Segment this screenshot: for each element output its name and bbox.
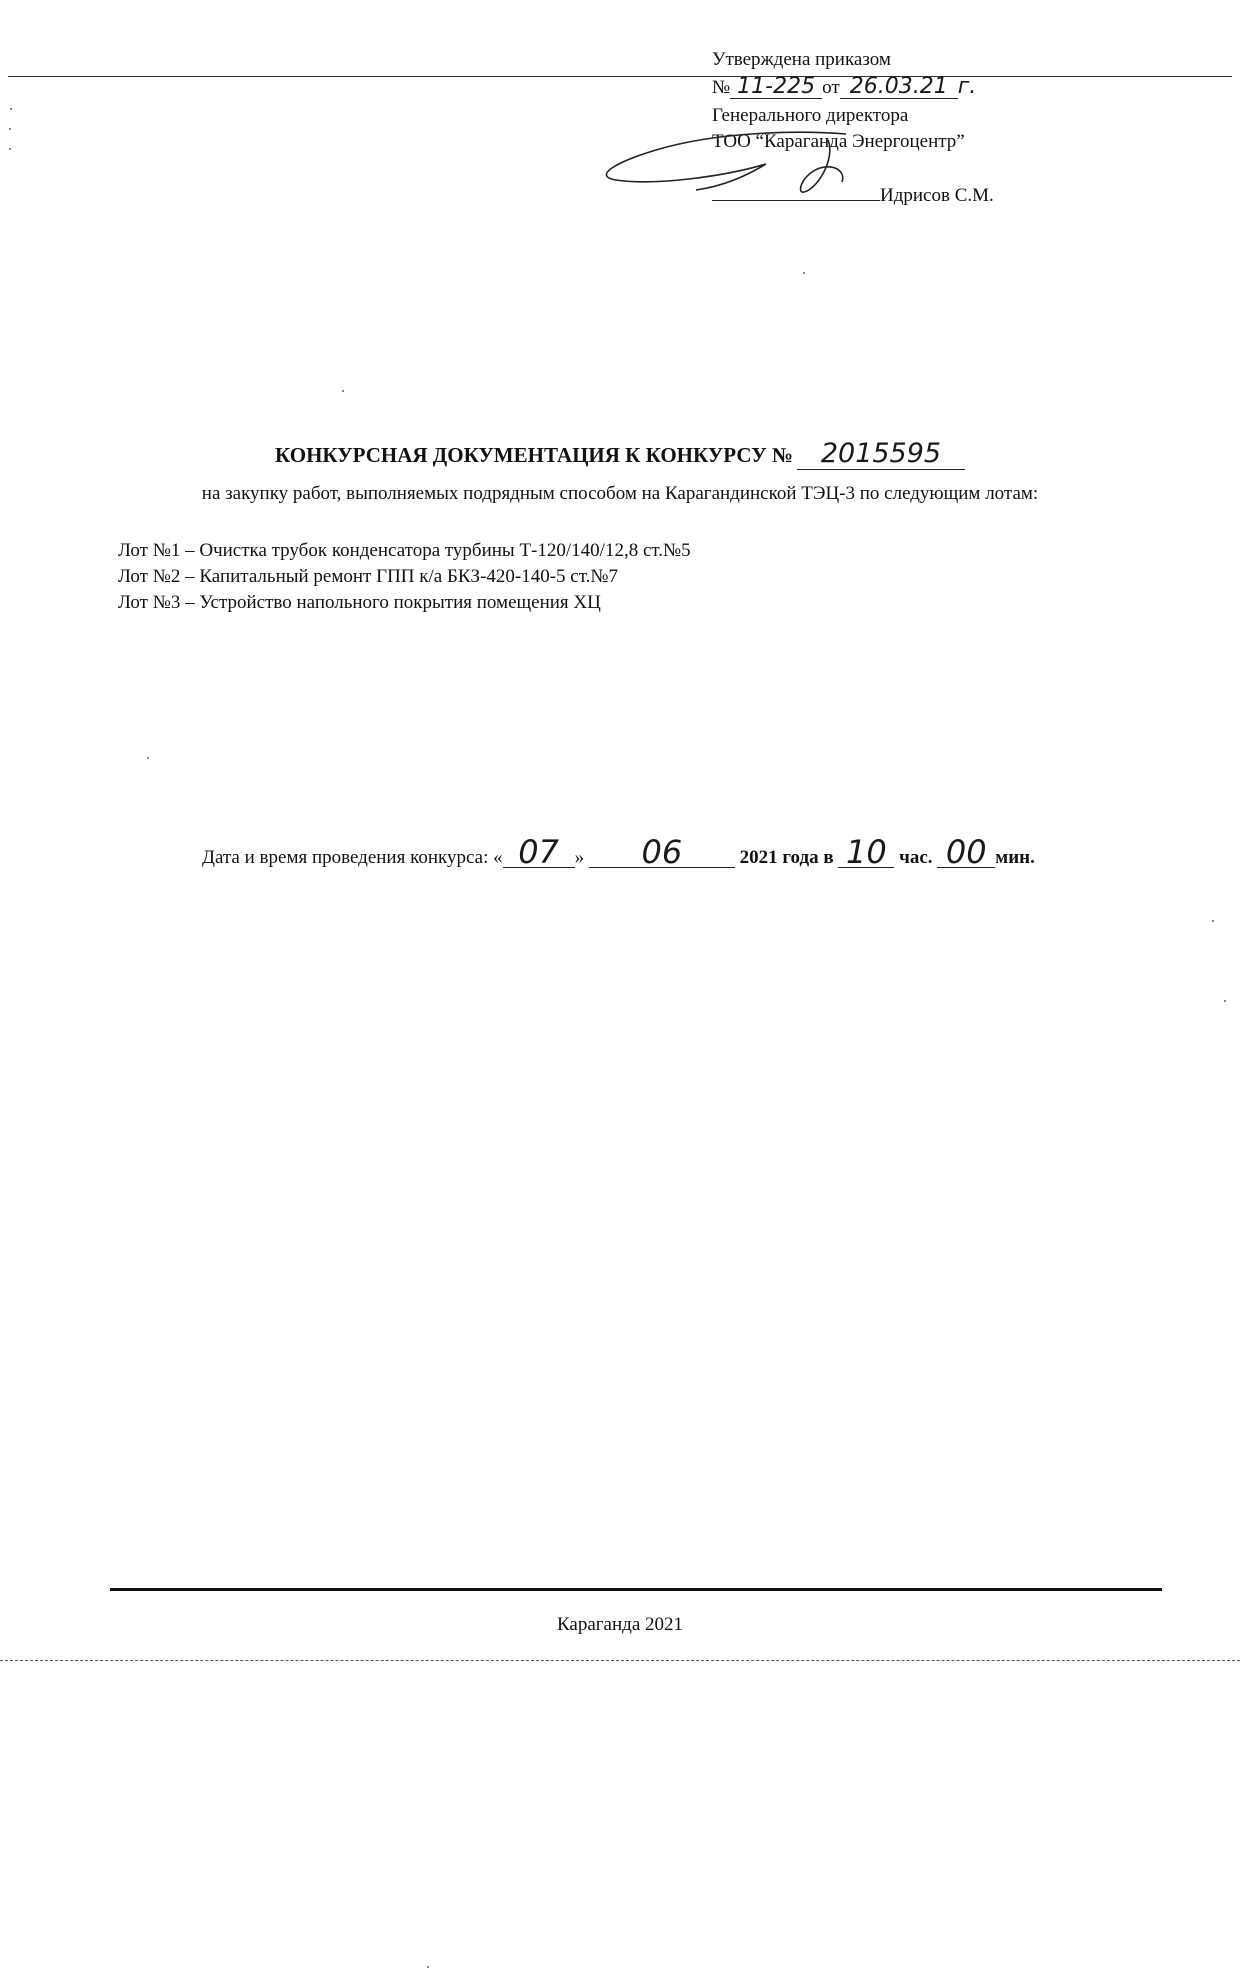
scan-speck <box>147 757 149 759</box>
quote-close: » <box>574 847 585 868</box>
order-prefix: № <box>712 77 731 98</box>
footer-rule <box>110 1588 1162 1591</box>
tender-minute: 00 <box>937 837 995 868</box>
document-subtitle: на закупку работ, выполняемых подрядным способом на Карагандинской ТЭЦ-3 по следующим лотам: <box>201 483 1039 504</box>
approval-line-1: Утверждена приказом <box>712 49 891 70</box>
signer-name: Идрисов С.М. <box>880 185 994 206</box>
scan-speck <box>10 108 12 110</box>
order-number: 11-225 <box>730 76 822 99</box>
year-text: 2021 года в <box>739 847 834 868</box>
tender-day: 07 <box>503 837 575 868</box>
approval-line-3: Генерального директора <box>712 105 909 126</box>
lot-item: Лот №2 – Капитальный ремонт ГПП к/а БКЗ-420-140-5 ст.№7 <box>118 566 618 587</box>
order-from: от <box>822 77 840 98</box>
order-date-suffix: г. <box>957 74 977 99</box>
document-title <box>0 438 1240 470</box>
approval-order-line <box>712 76 976 99</box>
scan-speck <box>9 128 11 130</box>
tender-month: 06 <box>589 837 735 868</box>
lot-item: Лот №1 – Очистка трубок конденсатора турбины Т-120/140/12,8 ст.№5 <box>118 540 691 561</box>
scan-edge-line-bottom <box>0 1660 1240 1661</box>
approval-line-4: ТОО “Караганда Энергоцентр” <box>712 131 965 152</box>
scan-speck <box>1212 920 1214 922</box>
minute-label: мин. <box>995 847 1035 868</box>
tender-hour: 10 <box>838 837 894 868</box>
lots-list <box>118 538 691 616</box>
order-date: 26.03.21 <box>840 76 958 99</box>
title-text: КОНКУРСНАЯ ДОКУМЕНТАЦИЯ К КОНКУРСУ № <box>275 443 793 467</box>
hour-label: час. <box>899 847 933 868</box>
tender-datetime-line <box>202 833 1035 871</box>
datetime-label: Дата и время проведения конкурса: « <box>202 847 503 868</box>
scan-speck <box>803 272 805 274</box>
scan-speck <box>9 148 11 150</box>
scan-speck <box>342 390 344 392</box>
scan-edge-line-top <box>8 76 1232 77</box>
scan-speck <box>1224 1000 1226 1002</box>
city-year: Караганда 2021 <box>556 1614 684 1635</box>
signature-scribble <box>596 120 856 200</box>
tender-number: 2015595 <box>797 438 965 470</box>
lot-item: Лот №3 – Устройство напольного покрытия помещения ХЦ <box>118 592 601 613</box>
